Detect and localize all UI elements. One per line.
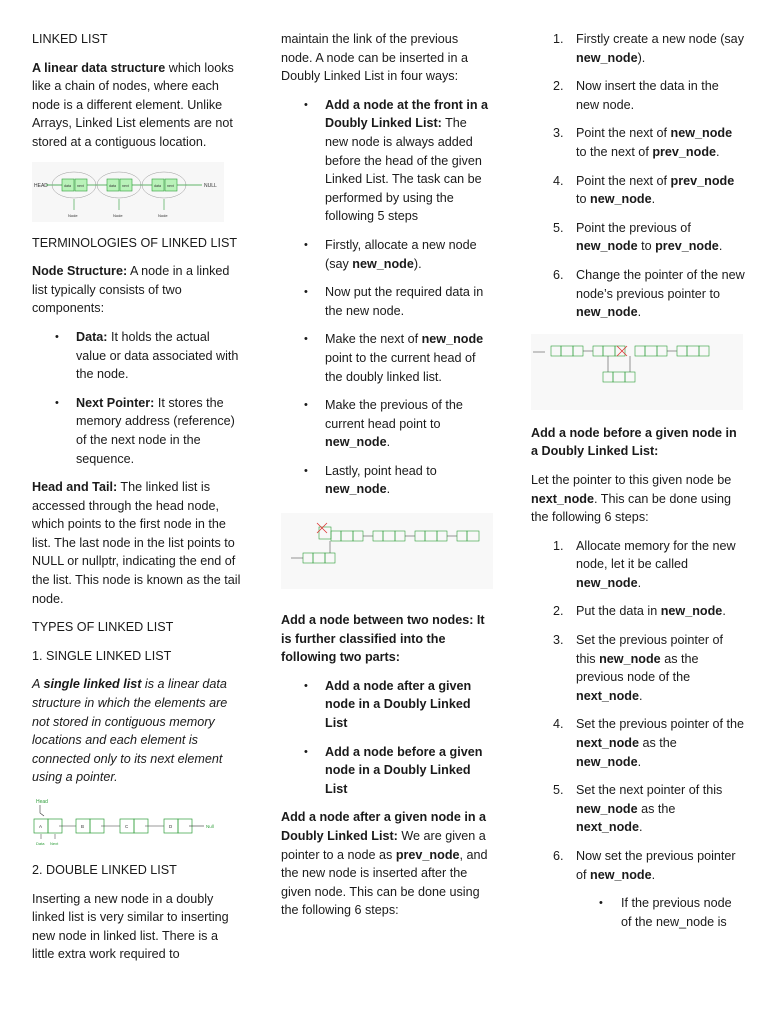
single-linked-list-diagram [32,797,222,849]
svg-text:Head: Head [36,799,48,805]
list-item: 3. Point the next of new_node to the next of prev_node. [553,126,733,159]
svg-text:data: data [109,183,116,188]
node-components-list [32,328,242,468]
svg-text:C: C [125,824,129,829]
between-nodes-list [281,677,493,799]
intro-paragraph: A linear data structure which looks like a chain of nodes, where each node is a different element. Unlike Arrays, Linked List elements are not stored at a contiguous location. [32,60,234,149]
svg-text:HEAD: HEAD [34,182,48,189]
svg-text:next: next [167,183,174,188]
svg-text:data: data [154,183,161,188]
list-item: 6. Now set the previous pointer of new_node. [553,849,736,882]
front-insertion-diagram [281,513,493,589]
column-2 [281,30,493,930]
column-3 [531,30,745,931]
node-structure-paragraph: Node Structure: A node in a linked list typically consists of two components: [32,264,230,316]
list-item: • Next Pointer: It stores the memory address (reference) of the next node in the sequence. [32,394,242,468]
front-insertion-steps [281,96,493,499]
list-item: 5. Point the previous of new_node to prev_node. [553,220,723,254]
between-nodes-heading: Add a node between two nodes: It is further classified into the following two parts: [281,613,485,665]
list-item: • Now put the required data in the new node. [281,283,493,320]
list-item: 4. Set the previous pointer of the next_node as the new_node. [553,717,745,769]
list-item: 1. Firstly create a new node (say new_node). [553,32,744,65]
svg-text:NULL: NULL [204,182,217,189]
svg-text:next: next [77,183,84,188]
list-item: • Lastly, point head to new_node. [281,462,493,499]
svg-text:Node: Node [158,212,168,218]
before-node-heading: Add a node before a given node in a Doubly Linked List: [531,425,737,459]
svg-text:Node: Node [68,212,78,218]
after-node-paragraph: Add a node after a given node in a Doubly Linked List: We are given a pointer to a node as prev_node, and the new node is inserted after the given node. This can be done using the following 6 steps: [281,810,488,918]
before-node-paragraph: Let the pointer to this given node be next_node. This can be done using the following 6 steps: [531,472,732,525]
list-item: 2. Now insert the data in the new node. [553,79,719,112]
sub-list [531,894,745,931]
after-node-steps [531,30,745,322]
list-item: 4. Point the next of prev_node to new_node. [553,173,735,207]
list-item: • Add a node at the front in a Doubly Linked List: The new node is always added before the head of the given Linked List. The task can be performed by using the following 5 steps [281,96,493,226]
column-1 [32,30,242,974]
svg-text:A: A [39,824,43,829]
svg-text:data: data [64,183,71,188]
continued-paragraph: maintain the link of the previous node. A node can be inserted in a Doubly Linked List in four ways: [281,32,468,84]
svg-text:B: B [81,824,85,829]
list-item: • Add a node before a given node in a Doubly Linked List [281,743,493,799]
list-item: 5. Set the next pointer of this new_node as the next_node. [553,783,723,835]
svg-text:Data: Data [36,841,45,846]
double-linked-list-paragraph: Inserting a new node in a doubly linked list is very similar to inserting new node in linked list. There is a little extra work required to [32,891,229,962]
list-item: • Make the next of new_node point to the current head of the doubly linked list. [281,330,493,386]
list-item: • Make the previous of the current head point to new_node. [281,396,493,452]
double-linked-list-heading: 2. DOUBLE LINKED LIST [32,863,177,877]
list-item: 6. Change the pointer of the new node’s previous pointer to new_node. [553,267,745,320]
svg-text:Node: Node [113,212,123,218]
single-linked-list-heading: 1. SINGLE LINKED LIST [32,648,172,663]
list-item: 1. Allocate memory for the new node, let it be called new_node. [553,538,736,590]
before-node-steps [531,537,745,885]
svg-text:Null: Null [206,824,214,829]
title: LINKED LIST [32,32,108,46]
list-item: • If the previous node of the new_node is [531,894,745,931]
single-linked-list-paragraph: A single linked list is a linear data structure in which the elements are not stored in contiguous memory locations and each element is connected only to its next element using a pointer. [32,677,228,785]
list-item: 3. Set the previous pointer of this new_node as the previous node of the next_node. [553,633,724,703]
svg-text:D: D [169,824,173,829]
list-item: • Firstly, allocate a new node (say new_node). [281,236,493,273]
linked-list-diagram [32,162,224,222]
head-tail-paragraph: Head and Tail: The linked list is accessed through the head node, which points to the first node in the list. The last node in the list points to NULL or nullptr, indicating the end of the list. This node is known as the tail node. [32,480,241,606]
list-item: • Add a node after a given node in a Doubly Linked List [281,677,493,733]
terminologies-heading: TERMINOLOGIES OF LINKED LIST [32,235,238,250]
svg-text:Next: Next [50,841,59,846]
list-item: 2. Put the data in new_node. [553,604,726,619]
svg-text:next: next [122,183,129,188]
types-heading: TYPES OF LINKED LIST [32,620,174,635]
list-item: • Data: It holds the actual value or data associated with the node. [32,328,242,384]
after-node-diagram [531,334,743,410]
